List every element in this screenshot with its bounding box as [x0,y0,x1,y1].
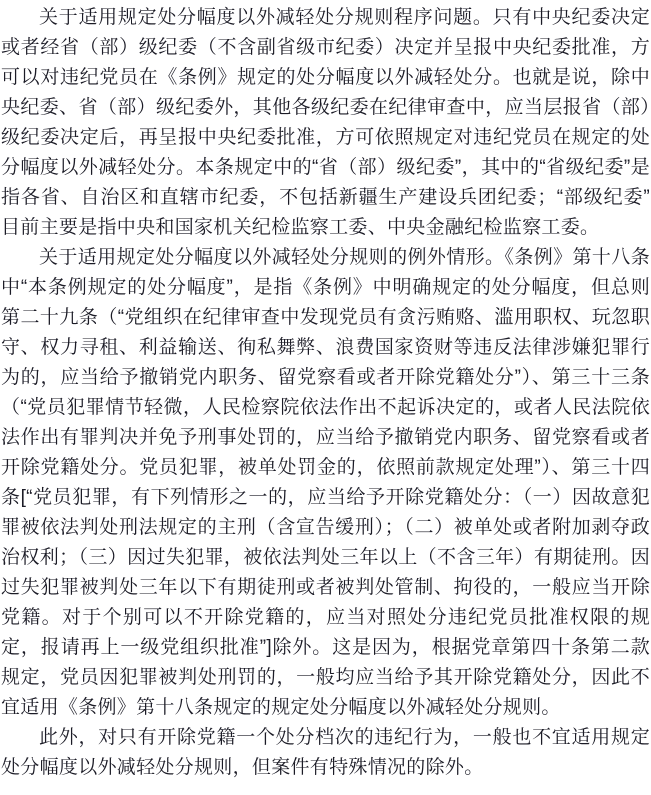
paragraph-procedure-rule: 关于适用规定处分幅度以外减轻处分规则程序问题。只有中央纪委决定或者经省（部）级纪委（不含副省级市纪委）决定并呈报中央纪委批准，方可以对违纪党员在《条例》规定的处分幅度以外减轻处分。也就是说，除中央纪委、省（部）级纪委外，其他各级纪委在纪律审查中，应当层报省（部）级纪委决定后，再呈报中央纪委批准，方可依照规定对违纪党员在规定的处分幅度以外减轻处分。本条规定中的“省（部）级纪委”，其中的“省级纪委”是指各省、自治区和直辖市纪委，不包括新疆生产建设兵团纪委；“部级纪委”目前主要是指中央和国家机关纪检监察工委、中央金融纪检监察工委。 [1,7,650,238]
paragraph-exception-cases: 关于适用规定处分幅度以外减轻处分规则的例外情形。《条例》第十八条中“本条例规定的处分幅度”，是指《条例》中明确规定的处分幅度，但总则第二十九条（“党组织在纪律审查中发现党员有贪污贿赂、滥用职权、玩忽职守、权力寻租、利益输送、徇私舞弊、浪费国家资财等违反法律涉嫌犯罪行为的，应当给予撤销党内职务、留党察看或者开除党籍处分”）、第三十三条（“党员犯罪情节轻微，人民检察院依法作出不起诉决定的，或者人民法院依法作出有罪判决并免予刑事处罚的，应当给予撤销党内职务、留党察看或者开除党籍处分。党员犯罪，被单处罚金的，依照前款规定处理”）、第三十四条[“党员犯罪，有下列情形之一的，应当给予开除党籍处分：（一）因故意犯罪被依法判处刑法规定的主刑（含宣告缓刑）；（二）被单处或者附加剥夺政治权利；（三）因过失犯罪，被依法判处三年以上（不含三年）有期徒刑。因过失犯罪被判处三年以下有期徒刑或者被判处管制、拘役的，一般应当开除党籍。对于个别可以不开除党籍的，应当对照处分违纪党员批准权限的规定，报请再上一级党组织批准”]除外。这是因为，根据党章第四十条第二款规定，党员因犯罪被判处刑罚的，一般均应当给予其开除党籍处分，因此不宜适用《条例》第十八条规定的规定处分幅度以外减轻处分规则。 [1,247,650,718]
paragraph-additional-note: 此外，对只有开除党籍一个处分档次的违纪行为，一般也不宜适用规定处分幅度以外减轻处分规则，但案件有特殊情况的除外。 [1,727,650,778]
